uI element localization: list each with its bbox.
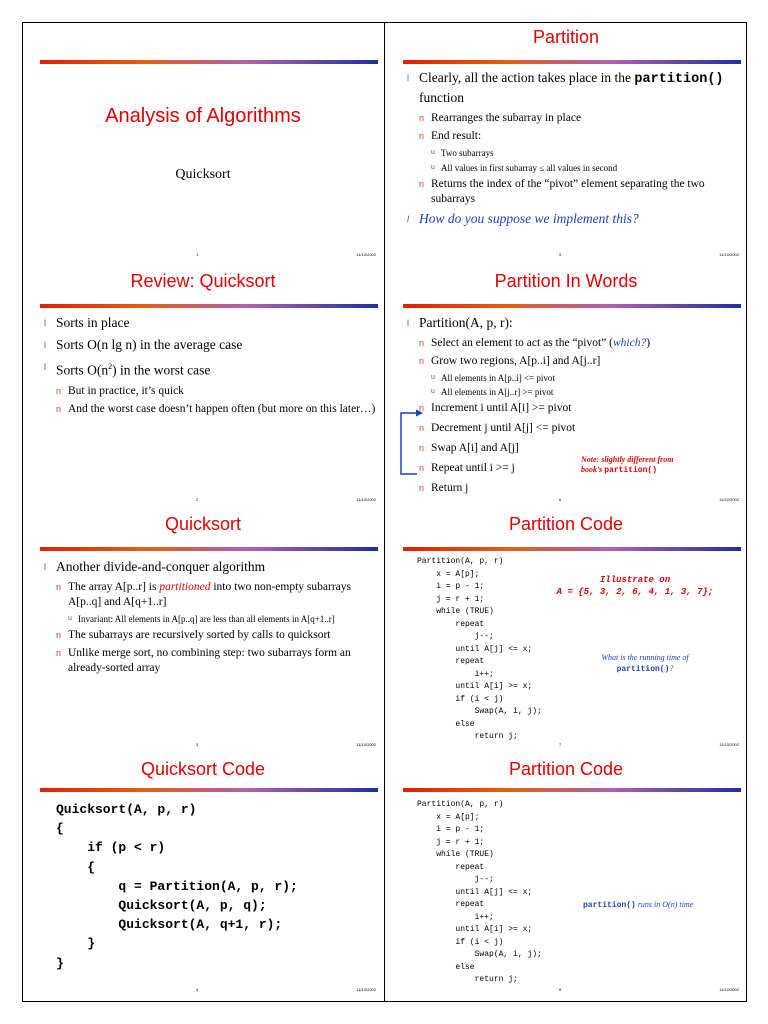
title-rule xyxy=(40,788,378,792)
sub-sub-bullet: u Invariant: All elements in A[p..q] are less than all elements in A[q+1..r] xyxy=(44,613,376,625)
page-number: 2 xyxy=(196,497,199,502)
slide-title: Partition xyxy=(532,27,600,47)
running-time-question: What is the running time of partition()? xyxy=(601,653,689,674)
code-block: Partition(A, p, r) x = A[p]; i = p - 1; j = r + 1; while (TRUE) repeat j--; until A[j] <= x; repeat i++; until A[i] >= x; if (i < j) Swap(A, i, j); else return j; xyxy=(417,800,542,984)
slide-title: Quicksort xyxy=(164,514,242,534)
slide-date: 11/10/2002 xyxy=(356,987,376,992)
page-number: 7 xyxy=(559,742,562,747)
sub-sub-bullet: u All values in first subarray ≤ all values in second xyxy=(407,162,739,174)
sub-bullet: n The array A[p..r] is partitioned into two non-empty subarrays A[p..q] and A[q+1..r] xyxy=(44,580,376,610)
slide-2 xyxy=(22,267,384,512)
bullet-list xyxy=(44,314,376,420)
slide-date: 11/10/2002 xyxy=(356,497,376,502)
sub-bullet: n Grow two regions, A[p..i] and A[j..r] xyxy=(407,354,739,369)
sub-bullet: n The subarrays are recursively sorted by calls to quicksort xyxy=(44,628,376,643)
slide-date: 11/10/2002 xyxy=(719,252,739,257)
sub-bullet: n And the worst case doesn’t happen often (but more on this later…) xyxy=(44,402,376,417)
illustrate-note: Illustrate on A = {5, 3, 2, 6, 4, 1, 3, 7}; xyxy=(556,575,714,597)
title-rule xyxy=(403,304,741,308)
title-rule xyxy=(40,304,378,308)
sub-bullet: n Swap A[i] and A[j] xyxy=(407,441,739,456)
loop-arrow xyxy=(395,407,425,477)
bullet: l Partition(A, p, r): xyxy=(407,314,739,332)
page-number: 1 xyxy=(196,252,199,257)
title-rule xyxy=(403,60,741,64)
slide-date: 11/10/2002 xyxy=(719,497,739,502)
sub-bullet: n Decrement j until A[j] <= pivot xyxy=(407,421,739,436)
title-rule xyxy=(40,60,378,64)
title-rule xyxy=(403,547,741,551)
page-number: 4 xyxy=(196,987,199,992)
slide-title: Partition Code xyxy=(508,514,624,534)
slide-4 xyxy=(22,757,384,1002)
title-rule xyxy=(40,547,378,551)
sub-bullet: n Unlike merge sort, no combining step: two subarrays form an already-sorted array xyxy=(44,646,376,676)
note: Note: slightly different from book’s partition() xyxy=(581,455,674,475)
slide-6 xyxy=(385,267,747,512)
sub-sub-bullet: u Two subarrays xyxy=(407,147,739,159)
slide-date: 11/10/2002 xyxy=(356,742,376,747)
slide-3 xyxy=(22,512,384,757)
bullet: l Another divide-and-conquer algorithm xyxy=(44,558,376,576)
slide-8 xyxy=(385,757,747,1002)
slide-date: 11/10/2002 xyxy=(719,987,739,992)
slide-title: Partition Code xyxy=(508,759,624,779)
sub-bullet: n End result: xyxy=(407,129,739,144)
slide-subtitle: Quicksort xyxy=(175,167,231,182)
sub-bullet: n Rearranges the subarray in place xyxy=(407,111,739,126)
sub-bullet: n Return j xyxy=(407,481,739,496)
running-time-note: partition() runs in O(n) time xyxy=(583,900,694,910)
bullet: l How do you suppose we implement this? xyxy=(407,210,739,228)
code-block: Quicksort(A, p, r) { if (p < r) { q = Partition(A, p, r); Quicksort(A, p, q); Quicksort(A, q+1, r); } } xyxy=(56,802,298,971)
slide-title: Analysis of Algorithms xyxy=(105,105,301,127)
slide-1 xyxy=(22,22,384,267)
slide-date: 11/10/2002 xyxy=(719,742,739,747)
title-rule xyxy=(403,788,741,792)
sub-sub-bullet: u All elements in A[j..r] >= pivot xyxy=(407,386,739,398)
bullet-list xyxy=(407,69,739,232)
slide-7 xyxy=(385,512,747,757)
slide-title: Review: Quicksort xyxy=(130,271,276,291)
bullet-list xyxy=(407,314,739,499)
bullet: l Sorts in place xyxy=(44,314,376,332)
page-number: 3 xyxy=(196,742,199,747)
page-number: 6 xyxy=(559,497,562,502)
bullet: l Sorts O(n lg n) in the average case xyxy=(44,336,376,354)
sub-bullet: n Repeat until i >= j xyxy=(407,461,739,476)
slide-date: 11/10/2002 xyxy=(356,252,376,257)
bullet: l Sorts $O(n^2)$ in the worst case xyxy=(44,358,376,380)
bullet: l Clearly, all the action takes place in the partition() function xyxy=(407,69,739,107)
page-number: 8 xyxy=(559,987,562,992)
page-number: 5 xyxy=(559,252,562,257)
slide-title: Partition In Words xyxy=(494,271,638,291)
sub-bullet: n Returns the index of the “pivot” element separating the two subarrays xyxy=(407,177,739,207)
slide-title: Quicksort Code xyxy=(140,759,266,779)
sub-bullet: n Select an element to act as the “pivot” (which?) xyxy=(407,336,739,351)
code-block: Partition(A, p, r) x = A[p]; i = p - 1; j = r + 1; while (TRUE) repeat j--; until A[j] <= x; repeat i++; until A[i] >= x; if (i < j) Swap(A, i, j); else return j; xyxy=(417,557,542,741)
sub-sub-bullet: u All elements in A[p..i] <= pivot xyxy=(407,372,739,384)
sub-bullet: n But in practice, it’s quick xyxy=(44,384,376,399)
bullet-list xyxy=(44,558,376,679)
sub-bullet: n Increment i until A[i] >= pivot xyxy=(407,401,739,416)
slide-5 xyxy=(385,22,747,267)
